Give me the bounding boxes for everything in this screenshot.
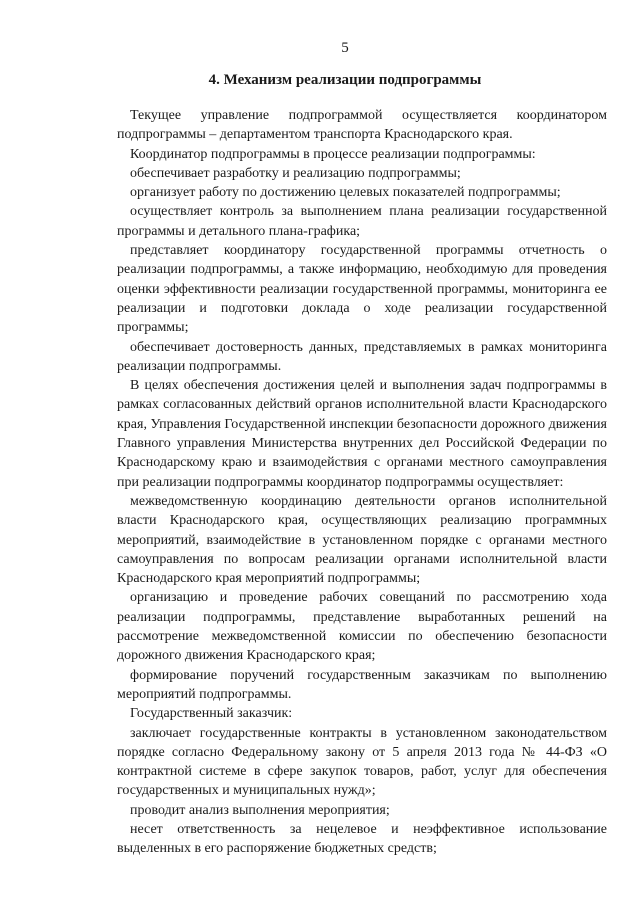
paragraph: осуществляет контроль за выполнением плана реализации государственной программы и детального плана-графика; — [117, 204, 607, 239]
paragraph: обеспечивает разработку и реализацию подпрограммы; — [130, 165, 461, 181]
paragraph: проводит анализ выполнения мероприятия; — [130, 802, 390, 818]
paragraph: заключает государственные контракты в установленном законодательством порядке согласно Федеральному закону от 5 апреля 2013 года № 44-ФЗ «О контрактной системе в сфере закупок товаров, работ, услуг для обеспечения государственных и муниципальных нужд»; — [117, 725, 607, 799]
paragraph: Текущее управление подпрограммой осуществляется координатором подпрограммы – департаментом транспорта Краснодарского края. — [117, 108, 607, 143]
paragraph: обеспечивает достоверность данных, представляемых в рамках мониторинга реализации подпрограммы. — [117, 339, 607, 374]
paragraph: несет ответственность за нецелевое и неэффективное использование выделенных в его распоряжение бюджетных средств; — [117, 821, 607, 857]
paragraph: представляет координатору государственной программы отчетность о реализации подпрограммы, а также информацию, необходимую для проведения оценки эффективности реализации государственной программы, мониторинга ее реализации и подготовки доклада о ходе реализации государственной программы; — [117, 243, 607, 336]
paragraph: межведомственную координацию деятельности органов исполнительной власти Краснодарского края, осуществляющих реализацию программных мероприятий, взаимодействие в установленном порядке с органами местного самоуправления по вопросам реализации органами исполнительной власти Краснодарского края мероприятий подпрограммы; — [117, 493, 607, 587]
section-heading: 4. Механизм реализации подпрограммы — [208, 72, 482, 88]
paragraph: В целях обеспечения достижения целей и выполнения задач подпрограммы в рамках согласованных действий органов исполнительной власти Краснодарского края, Управления Государственной инспекции безопасности дорожного движения Главного управления Министерства внутренних дел Российской Федерации по Краснодарскому краю и взаимодействия с органами местного самоуправления при реализации подпрограммы координатор подпрограммы осуществляет: — [117, 378, 607, 490]
page-number: 5 — [341, 40, 349, 56]
document-body — [117, 106, 607, 859]
paragraph: Координатор подпрограммы в процессе реализации подпрограммы: — [130, 146, 536, 162]
paragraph: организует работу по достижению целевых показателей подпрограммы; — [130, 185, 561, 201]
paragraph: формирование поручений государственным заказчикам по выполнению мероприятий подпрограммы. — [117, 667, 607, 702]
paragraph: Государственный заказчик: — [130, 706, 293, 722]
paragraph: организацию и проведение рабочих совещаний по рассмотрению хода реализации подпрограммы, представление выработанных решений на рассмотрение межведомственной комиссии по обеспечению безопасности дорожного движения Краснодарского края; — [117, 590, 607, 664]
